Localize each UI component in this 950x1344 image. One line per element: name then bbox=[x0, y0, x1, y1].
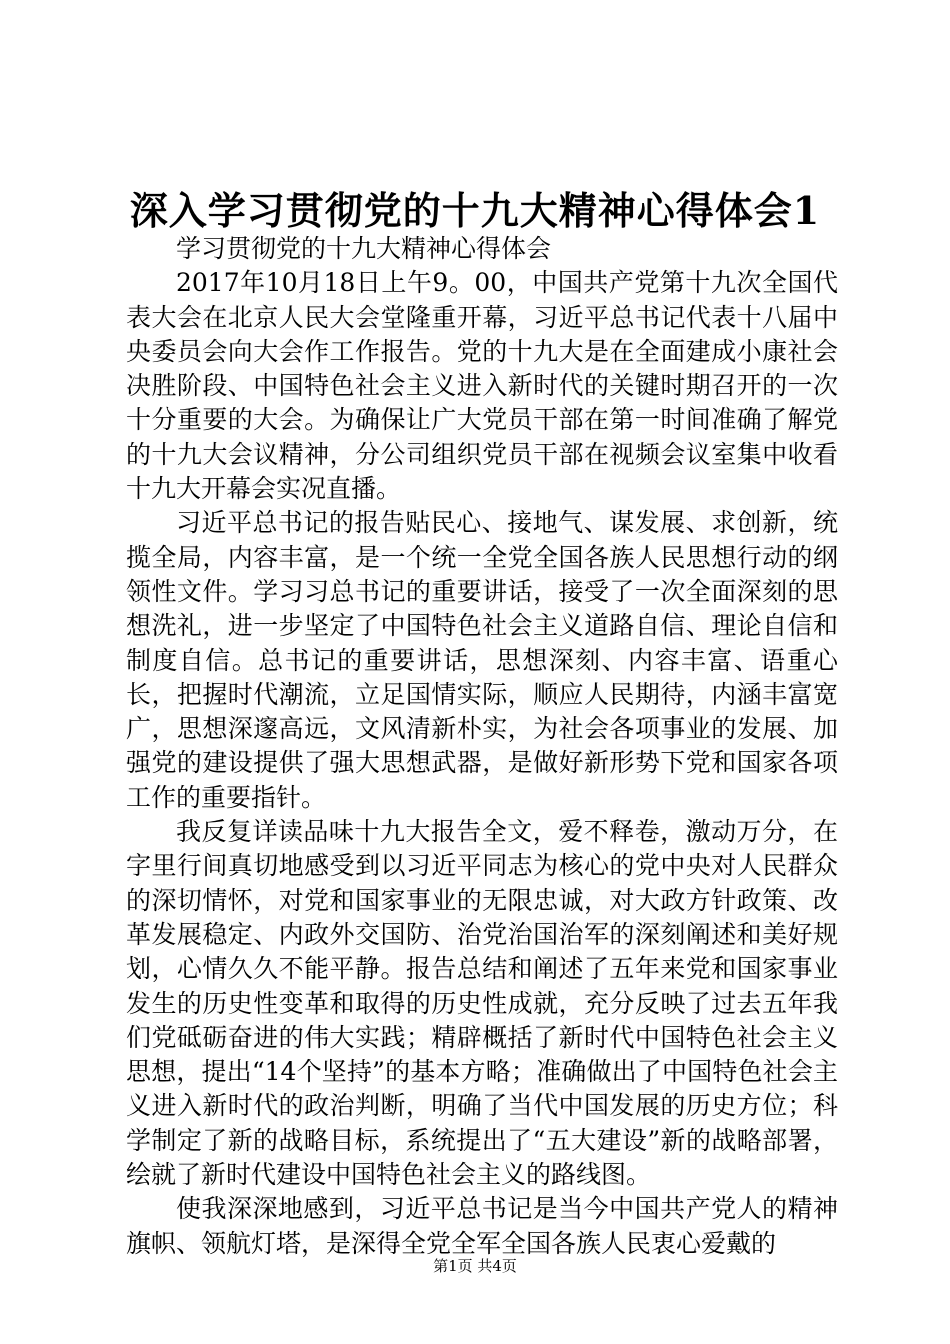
document-body bbox=[126, 232, 838, 1261]
document-title: 深入学习贯彻党的十九大精神心得体会1 bbox=[129, 188, 821, 233]
body-paragraph: 我反复详读品味十九大报告全文，爱不释卷，激动万分，在字里行间真切地感受到以习近平同志为核心的党中央对人民群众的深切情怀，对党和国家事业的无限忠诚，对大政方针政策、改革发展稳定、内政外交国防、治党治国治军的深刻阐述和美好规划，心情久久不能平静。报告总结和阐述了五年来党和国家事业发生的历史性变革和取得的历史性成就，充分反映了过去五年我们党砥砺奋进的伟大实践；精辟概括了新时代中国特色社会主义思想，提出“14个坚持”的基本方略；准确做出了中国特色社会主义进入新时代的政治判断，明确了当代中国发展的历史方位；科学制定了新的战略目标，系统提出了“五大建设”新的战略部署，绘就了新时代建设中国特色社会主义的路线图。 bbox=[126, 817, 838, 1190]
page-footer: 第1页 共4页 bbox=[433, 1257, 517, 1275]
body-paragraph: 习近平总书记的报告贴民心、接地气、谋发展、求创新，统揽全局，内容丰富，是一个统一全党全国各族人民思想行动的纲领性文件。学习习总书记的重要讲话，接受了一次全面深刻的思想洗礼，进一步坚定了中国特色社会主义道路自信、理论自信和制度自信。总书记的重要讲话，思想深刻、内容丰富、语重心长，把握时代潮流，立足国情实际，顺应人民期待，内涵丰富宽广，思想深邃高远，文风清新朴实，为社会各项事业的发展、加强党的建设提供了强大思想武器，是做好新形势下党和国家各项工作的重要指针。 bbox=[126, 508, 838, 812]
body-paragraph: 2017年10月18日上午9。00，中国共产党第十九次全国代表大会在北京人民大会堂隆重开幕，习近平总书记代表十八届中央委员会向大会作工作报告。党的十九大是在全面建成小康社会决胜阶段、中国特色社会主义进入新时代的关键时期召开的一次十分重要的大会。为确保让广大党员干部在第一时间准确了解党的十九大会议精神，分公司组织党员干部在视频会议室集中收看十九大开幕会实况直播。 bbox=[126, 268, 838, 504]
body-paragraph: 使我深深地感到，习近平总书记是当今中国共产党人的精神旗帜、领航灯塔，是深得全党全军全国各族人民衷心爱戴的 bbox=[126, 1194, 838, 1258]
subtitle-paragraph: 学习贯彻党的十九大精神心得体会 bbox=[176, 234, 552, 263]
